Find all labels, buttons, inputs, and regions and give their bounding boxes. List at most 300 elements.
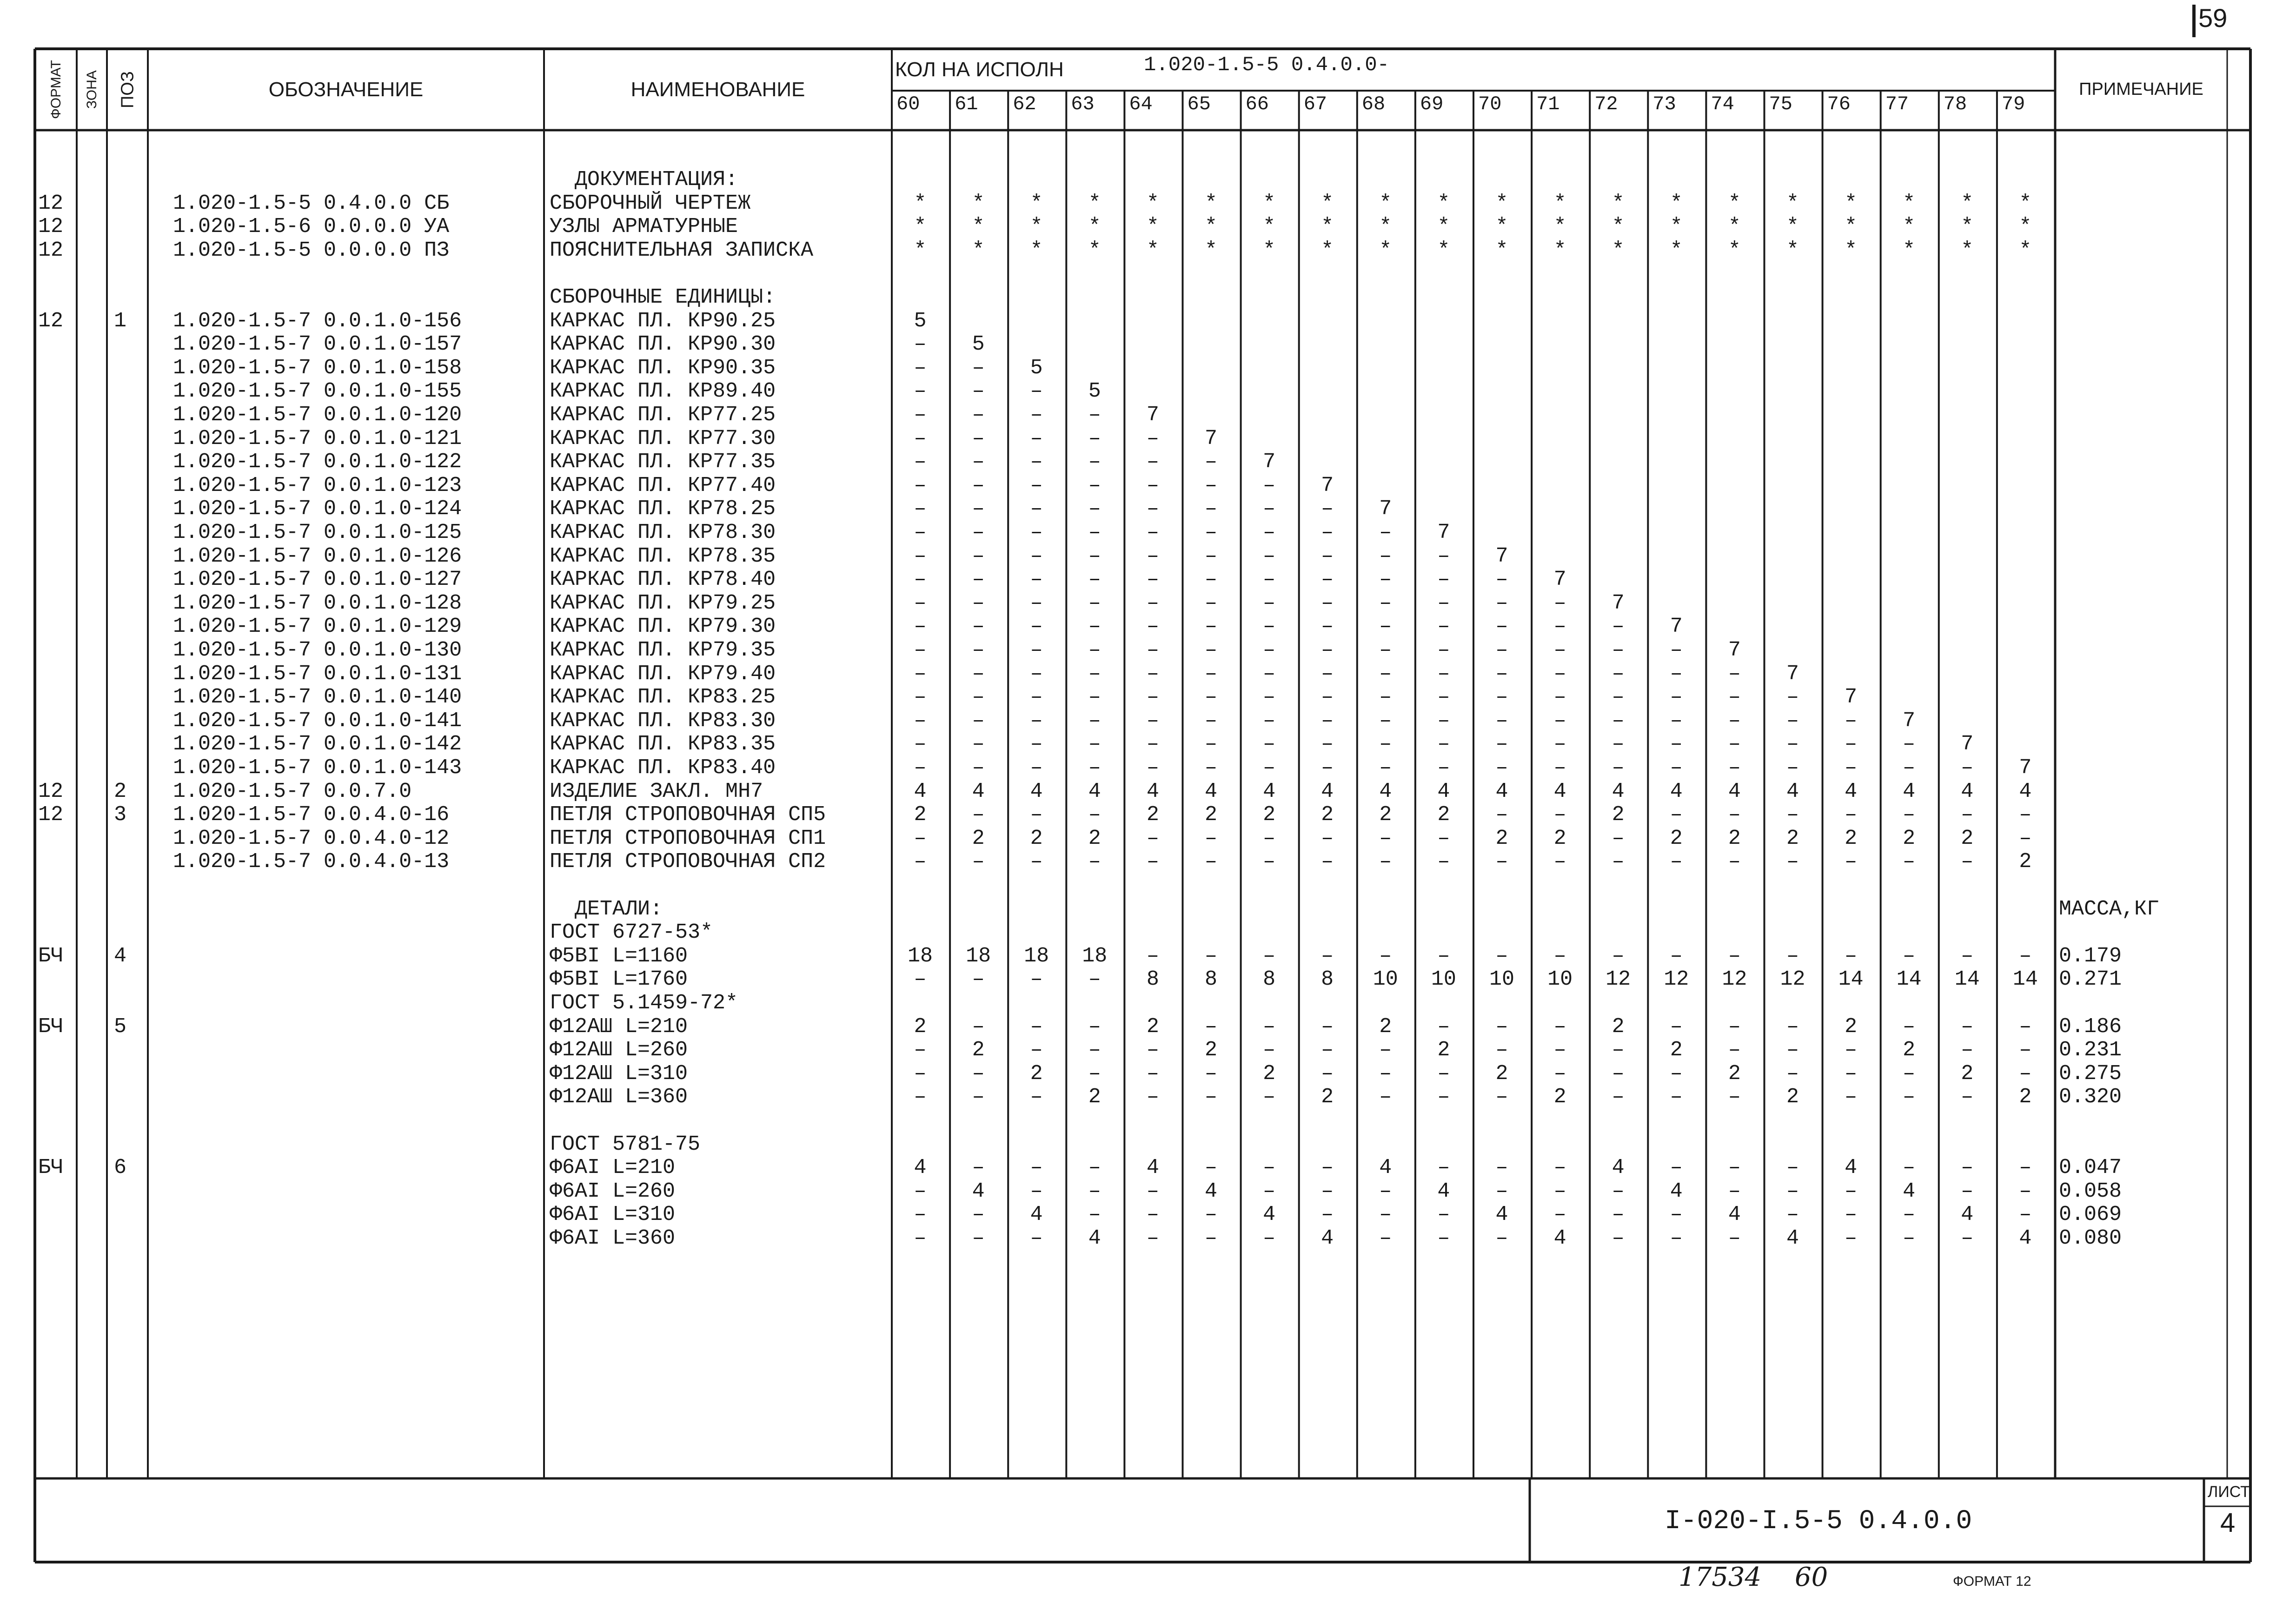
qty-cell: – (972, 426, 985, 450)
row-note: 0.069 (2059, 1203, 2122, 1227)
qty-cell: – (914, 850, 927, 874)
qty-cell: – (1495, 709, 1508, 733)
qty-cell: – (1030, 379, 1043, 404)
qty-cell: 4 (1845, 1156, 1858, 1180)
qty-cell: – (1437, 709, 1450, 733)
qty-cell: – (1670, 1061, 1683, 1086)
qty-cell: – (914, 356, 927, 380)
qty-cell: – (972, 638, 985, 662)
qty-cell: – (1495, 1014, 1508, 1039)
qty-cell: – (1146, 638, 1159, 662)
qty-cell: 4 (2019, 779, 2032, 803)
qty-cell: 2 (1903, 826, 1916, 850)
qty-cell: – (1903, 1156, 1916, 1180)
qty-cell: – (1786, 944, 1799, 968)
qty-cell: – (2019, 1203, 2032, 1227)
qty-cell: – (1786, 1179, 1799, 1203)
qty-cell: * (1612, 238, 1625, 262)
row-note: 0.080 (2059, 1226, 2122, 1250)
qty-cell: – (972, 497, 985, 521)
qty-cell: – (914, 638, 927, 662)
qty-cell: – (1437, 1226, 1450, 1250)
qty-cell: – (1786, 685, 1799, 709)
qty-cell: – (1845, 850, 1858, 874)
qty-cell: – (972, 850, 985, 874)
row-designation: 1.020-1.5-5 0.0.0.0 ПЗ (173, 238, 450, 262)
row-name: ГОСТ 5.1459-72* (550, 991, 738, 1015)
row-designation: 1.020-1.5-7 0.0.4.0-13 (173, 850, 450, 874)
variant-column-header: 73 (1652, 93, 1676, 115)
qty-cell: * (1437, 215, 1450, 239)
qty-cell: – (1204, 497, 1217, 521)
qty-cell: – (1321, 1014, 1334, 1039)
qty-cell: – (2019, 1014, 2032, 1039)
qty-cell: 2 (914, 803, 927, 827)
qty-cell: * (1437, 191, 1450, 215)
row-designation: 1.020-1.5-7 0.0.1.0-157 (173, 332, 462, 357)
qty-cell: – (1845, 1061, 1858, 1086)
qty-cell: – (1612, 1203, 1625, 1227)
row-name: КАРКАС ПЛ. КР79.25 (550, 591, 776, 615)
qty-cell: – (1379, 756, 1392, 780)
row-designation: 1.020-1.5-7 0.0.1.0-155 (173, 379, 462, 404)
qty-cell: – (914, 662, 927, 686)
qty-cell: 2 (972, 1038, 985, 1062)
qty-cell: – (1612, 1085, 1625, 1109)
qty-cell: – (1961, 1179, 1974, 1203)
qty-cell: 2 (1903, 1038, 1916, 1062)
variant-column-header: 70 (1478, 93, 1502, 115)
qty-cell: – (1612, 944, 1625, 968)
variant-column-header: 60 (896, 93, 920, 115)
qty-cell: – (1845, 944, 1858, 968)
qty-cell: – (972, 1061, 985, 1086)
qty-cell: – (1263, 473, 1276, 497)
qty-cell: – (1321, 709, 1334, 733)
qty-cell: * (1553, 238, 1566, 262)
row-name: КАРКАС ПЛ. КР77.25 (550, 403, 776, 427)
qty-cell: – (1088, 1203, 1101, 1227)
row-name: КАРКАС ПЛ. КР83.30 (550, 709, 776, 733)
qty-cell: 2 (1670, 826, 1683, 850)
row-name: Ф6AI L=260 (550, 1179, 676, 1203)
qty-cell: 2 (1553, 1085, 1566, 1109)
qty-cell: 2 (1263, 1061, 1276, 1086)
qty-cell: – (1437, 756, 1450, 780)
qty-cell: – (1495, 732, 1508, 756)
handwritten-number: 17534 (1679, 1562, 1762, 1592)
qty-cell: – (1437, 732, 1450, 756)
qty-cell: – (1146, 473, 1159, 497)
qty-cell: 10 (1547, 967, 1573, 992)
qty-cell: – (1553, 803, 1566, 827)
row-designation: 1.020-1.5-7 0.0.1.0-125 (173, 521, 462, 544)
qty-cell: * (1204, 191, 1217, 215)
qty-cell: 2 (1495, 826, 1508, 850)
qty-cell: 4 (1204, 1179, 1217, 1203)
qty-cell: 4 (1321, 779, 1334, 803)
qty-cell: 4 (1845, 779, 1858, 803)
qty-cell: * (1088, 238, 1101, 262)
qty-cell: – (1088, 1061, 1101, 1086)
qty-cell: – (1146, 1061, 1159, 1086)
qty-cell: – (914, 1038, 927, 1062)
row-name: ИЗДЕЛИЕ ЗАКЛ. МН7 (550, 779, 763, 803)
variant-column-header: 63 (1071, 93, 1095, 115)
qty-cell: – (1204, 944, 1217, 968)
qty-cell: – (1553, 1179, 1566, 1203)
variant-column-header: 64 (1129, 93, 1153, 115)
qty-cell: * (1553, 191, 1566, 215)
qty-cell: – (1845, 1179, 1858, 1203)
qty-cell: – (1030, 497, 1043, 521)
qty-cell: – (1263, 944, 1276, 968)
qty-cell: 7 (1670, 615, 1683, 639)
qty-cell: – (914, 450, 927, 474)
qty-cell: – (2019, 803, 2032, 827)
qty-cell: – (1961, 1156, 1974, 1180)
qty-cell: 5 (972, 332, 985, 357)
row-note: 0.186 (2059, 1014, 2122, 1039)
row-note: 0.047 (2059, 1156, 2122, 1180)
qty-cell: – (1263, 615, 1276, 639)
qty-cell: 2 (1612, 1014, 1625, 1039)
qty-cell: – (1263, 850, 1276, 874)
qty-cell: – (914, 473, 927, 497)
qty-cell: – (1553, 615, 1566, 639)
header-pos: ПОЗ (118, 71, 138, 108)
variant-column-header: 65 (1187, 93, 1211, 115)
qty-cell: 7 (2019, 756, 2032, 780)
variant-column-header: 66 (1245, 93, 1269, 115)
qty-cell: – (1321, 756, 1334, 780)
qty-cell: * (1088, 215, 1101, 239)
qty-cell: – (1146, 944, 1159, 968)
qty-cell: – (972, 1203, 985, 1227)
row-name: СБОРОЧНЫЕ ЕДИНИЦЫ: (550, 285, 776, 309)
qty-cell: – (972, 1226, 985, 1250)
row-name: ДОКУМЕНТАЦИЯ: (550, 168, 738, 192)
qty-cell: 4 (1612, 779, 1625, 803)
qty-cell: – (1146, 521, 1159, 544)
row-designation: 1.020-1.5-7 0.0.1.0-120 (173, 403, 462, 427)
qty-cell: – (1553, 591, 1566, 615)
qty-cell: – (1437, 638, 1450, 662)
qty-cell: – (1612, 685, 1625, 709)
qty-cell: * (1146, 238, 1159, 262)
row-position: 5 (114, 1014, 127, 1039)
row-designation: 1.020-1.5-7 0.0.1.0-126 (173, 544, 462, 568)
qty-cell: – (1612, 615, 1625, 639)
qty-cell: – (1553, 1038, 1566, 1062)
qty-cell: – (1321, 1038, 1334, 1062)
qty-cell: – (1088, 544, 1101, 568)
qty-cell: – (1437, 544, 1450, 568)
row-designation: 1.020-1.5-7 0.0.4.0-12 (173, 826, 450, 850)
qty-cell: – (1088, 732, 1101, 756)
qty-cell: – (1146, 709, 1159, 733)
qty-cell: – (1379, 591, 1392, 615)
qty-cell: – (972, 685, 985, 709)
qty-cell: 7 (1437, 521, 1450, 544)
qty-cell: – (1263, 568, 1276, 592)
qty-cell: – (1088, 709, 1101, 733)
qty-cell: 7 (1786, 662, 1799, 686)
qty-cell: – (1670, 732, 1683, 756)
qty-cell: – (1379, 826, 1392, 850)
qty-cell: – (1553, 638, 1566, 662)
qty-cell: – (972, 756, 985, 780)
qty-cell: – (1030, 685, 1043, 709)
row-name: Ф5BI L=1760 (550, 967, 688, 992)
row-position: 6 (114, 1156, 127, 1180)
qty-cell: 7 (1612, 591, 1625, 615)
row-name: КАРКАС ПЛ. КР90.30 (550, 332, 776, 357)
qty-cell: * (1146, 191, 1159, 215)
row-format: 12 (38, 779, 64, 803)
row-name: ГОСТ 6727-53* (550, 921, 713, 945)
row-name: Ф12АШ L=260 (550, 1038, 688, 1062)
qty-cell: – (1030, 568, 1043, 592)
qty-cell: – (1088, 615, 1101, 639)
qty-cell: 2 (1379, 803, 1392, 827)
qty-cell: – (1030, 967, 1043, 992)
qty-cell: 4 (1670, 779, 1683, 803)
row-name: КАРКАС ПЛ. КР83.25 (550, 685, 776, 709)
qty-cell: – (914, 756, 927, 780)
row-name: КАРКАС ПЛ. КР79.30 (550, 615, 776, 639)
qty-cell: – (1088, 850, 1101, 874)
qty-cell: * (1204, 238, 1217, 262)
row-name: КАРКАС ПЛ. КР77.40 (550, 473, 776, 497)
qty-cell: – (1670, 803, 1683, 827)
header-zone: ЗОНА (84, 70, 100, 109)
qty-cell: – (1612, 662, 1625, 686)
format-label: ФОРМАТ 12 (1953, 1574, 2031, 1589)
qty-cell: 4 (1553, 779, 1566, 803)
qty-cell: – (1263, 732, 1276, 756)
row-name: Ф12АШ L=360 (550, 1085, 688, 1109)
qty-cell: 4 (972, 779, 985, 803)
qty-cell: 4 (1786, 1226, 1799, 1250)
qty-cell: * (972, 238, 985, 262)
variant-column-header: 75 (1769, 93, 1792, 115)
qty-cell: – (1030, 803, 1043, 827)
qty-cell: – (1903, 732, 1916, 756)
qty-cell: – (1263, 1014, 1276, 1039)
qty-cell: 2 (1437, 803, 1450, 827)
qty-cell: – (1553, 944, 1566, 968)
qty-cell: * (1321, 215, 1334, 239)
qty-cell: 12 (1722, 967, 1747, 992)
variant-column-header: 67 (1303, 93, 1327, 115)
qty-cell: * (1263, 215, 1276, 239)
qty-cell: – (1437, 826, 1450, 850)
qty-cell: – (914, 332, 927, 357)
qty-cell: 12 (1606, 967, 1631, 992)
row-designation: 1.020-1.5-7 0.0.1.0-158 (173, 356, 462, 380)
qty-cell: * (1263, 191, 1276, 215)
qty-cell: 7 (1379, 497, 1392, 521)
header-name: НАИМЕНОВАНИЕ (630, 78, 805, 101)
qty-cell: 12 (1780, 967, 1805, 992)
qty-cell: 2 (1670, 1038, 1683, 1062)
qty-cell: – (1204, 638, 1217, 662)
header-format: ФОРМАТ (48, 60, 64, 119)
qty-cell: * (1204, 215, 1217, 239)
qty-cell: – (1146, 685, 1159, 709)
qty-cell: – (1495, 1179, 1508, 1203)
qty-cell: – (1263, 756, 1276, 780)
qty-cell: – (1321, 850, 1334, 874)
qty-cell: – (972, 450, 985, 474)
qty-cell: – (1670, 944, 1683, 968)
qty-cell: – (1612, 826, 1625, 850)
qty-cell: * (1728, 215, 1741, 239)
qty-cell: – (914, 426, 927, 450)
qty-cell: – (1786, 1156, 1799, 1180)
qty-cell: – (1903, 1014, 1916, 1039)
qty-cell: * (1961, 215, 1974, 239)
sheet-label: ЛИСТ (2208, 1483, 2250, 1501)
qty-cell: * (1146, 215, 1159, 239)
qty-cell: * (1379, 191, 1392, 215)
qty-cell: 4 (2019, 1226, 2032, 1250)
qty-cell: – (1786, 709, 1799, 733)
qty-cell: – (1379, 615, 1392, 639)
qty-cell: – (1495, 1226, 1508, 1250)
qty-cell: – (1204, 685, 1217, 709)
qty-cell: – (1437, 944, 1450, 968)
qty-cell: – (1553, 732, 1566, 756)
row-format: 12 (38, 803, 64, 827)
qty-cell: – (1088, 1014, 1101, 1039)
qty-cell: – (914, 685, 927, 709)
qty-cell: – (2019, 944, 2032, 968)
qty-cell: – (1030, 1085, 1043, 1109)
qty-cell: – (1030, 1156, 1043, 1180)
sheet-corner-number: 59 (2198, 3, 2228, 33)
row-name: КАРКАС ПЛ. КР78.30 (550, 521, 776, 544)
row-note: 0.179 (2059, 944, 2122, 968)
qty-cell: – (1030, 709, 1043, 733)
qty-cell: – (1321, 826, 1334, 850)
qty-cell: 2 (1204, 803, 1217, 827)
qty-cell: 10 (1431, 967, 1456, 992)
qty-cell: – (1263, 591, 1276, 615)
qty-cell: – (914, 1203, 927, 1227)
qty-cell: – (972, 591, 985, 615)
qty-cell: * (1845, 238, 1858, 262)
qty-cell: 2 (1204, 1038, 1217, 1062)
qty-cell: 4 (1670, 1179, 1683, 1203)
qty-cell: 4 (1088, 1226, 1101, 1250)
row-designation: 1.020-1.5-7 0.0.1.0-156 (173, 309, 462, 333)
qty-cell: – (1088, 521, 1101, 544)
qty-cell: – (1146, 756, 1159, 780)
qty-cell: – (1495, 568, 1508, 592)
qty-cell: * (914, 238, 927, 262)
qty-cell: – (1670, 1203, 1683, 1227)
variant-column-header: 72 (1594, 93, 1618, 115)
qty-cell: – (1088, 403, 1101, 427)
qty-cell: – (2019, 1038, 2032, 1062)
qty-cell: 4 (1204, 779, 1217, 803)
qty-cell: – (2019, 1179, 2032, 1203)
qty-cell: – (1321, 568, 1334, 592)
row-designation: 1.020-1.5-7 0.0.4.0-16 (173, 803, 450, 827)
qty-cell: – (1553, 850, 1566, 874)
qty-cell: – (1263, 1156, 1276, 1180)
qty-cell: – (1321, 1156, 1334, 1180)
qty-cell: – (1903, 1061, 1916, 1086)
qty-cell: 4 (972, 1179, 985, 1203)
qty-cell: 4 (1961, 779, 1974, 803)
qty-cell: 4 (1030, 1203, 1043, 1227)
qty-cell: 2 (1845, 1014, 1858, 1039)
qty-cell: – (1263, 1226, 1276, 1250)
row-name: Ф12АШ L=310 (550, 1061, 688, 1086)
qty-cell: – (1728, 1085, 1741, 1109)
qty-cell: – (1263, 521, 1276, 544)
qty-cell: * (1903, 215, 1916, 239)
qty-cell: – (914, 497, 927, 521)
qty-cell: – (1146, 1226, 1159, 1250)
qty-cell: * (1553, 215, 1566, 239)
qty-cell: – (1495, 944, 1508, 968)
qty-cell: 7 (1321, 473, 1334, 497)
header-qty-prefix: 1.020-1.5-5 0.4.0.0- (1144, 53, 1390, 77)
qty-cell: 7 (1204, 426, 1217, 450)
qty-cell: – (1379, 944, 1392, 968)
qty-cell: – (1903, 1085, 1916, 1109)
qty-cell: – (1903, 756, 1916, 780)
qty-cell: – (1204, 709, 1217, 733)
qty-cell: – (1030, 850, 1043, 874)
qty-cell: 2 (1845, 826, 1858, 850)
qty-cell: – (1961, 803, 1974, 827)
variant-column-header: 61 (955, 93, 978, 115)
qty-cell: 7 (1845, 685, 1858, 709)
qty-cell: – (1204, 756, 1217, 780)
variant-column-header: 69 (1420, 93, 1444, 115)
qty-cell: – (1030, 1179, 1043, 1203)
qty-cell: 4 (914, 779, 927, 803)
qty-cell: 2 (1437, 1038, 1450, 1062)
qty-cell: – (1495, 638, 1508, 662)
qty-cell: 4 (1088, 779, 1101, 803)
qty-cell: * (1961, 191, 1974, 215)
row-format: БЧ (38, 1014, 64, 1039)
row-name: ПОЯСНИТЕЛЬНАЯ ЗАПИСКА (550, 238, 814, 262)
qty-cell: 18 (1082, 944, 1108, 968)
qty-cell: – (1204, 1014, 1217, 1039)
qty-cell: – (1204, 450, 1217, 474)
qty-cell: – (1204, 850, 1217, 874)
qty-cell: – (1088, 1156, 1101, 1180)
qty-cell: – (1903, 944, 1916, 968)
qty-cell: * (1786, 238, 1799, 262)
qty-cell: – (914, 544, 927, 568)
qty-cell: – (1495, 850, 1508, 874)
qty-cell: 8 (1263, 967, 1276, 992)
qty-cell: – (1495, 615, 1508, 639)
qty-cell: – (1030, 732, 1043, 756)
qty-cell: – (1495, 662, 1508, 686)
qty-cell: – (1903, 850, 1916, 874)
qty-cell: 2 (1321, 1085, 1334, 1109)
qty-cell: 2 (1088, 1085, 1101, 1109)
